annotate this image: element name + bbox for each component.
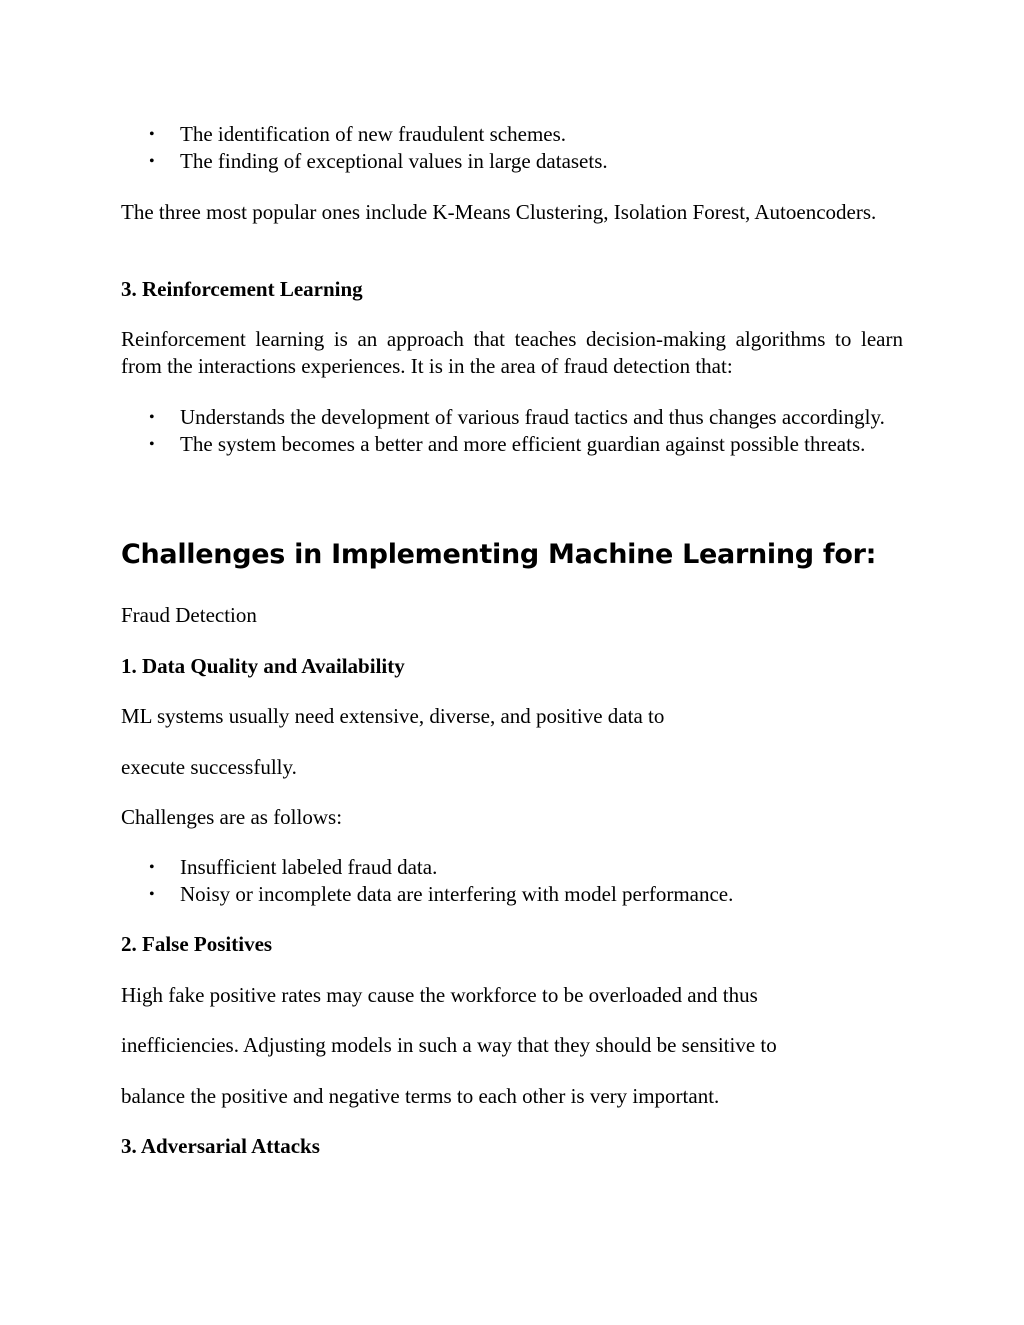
- false-positives-heading: 2. False Positives: [121, 932, 273, 956]
- challenges-intro: Challenges are as follows:: [121, 805, 343, 829]
- bullet-icon: •: [149, 436, 155, 453]
- bullet-icon: •: [149, 409, 155, 426]
- list-item: • The finding of exceptional values in large datasets.: [149, 149, 608, 173]
- data-quality-line-1: ML systems usually need extensive, diverse, and positive data to: [121, 704, 665, 728]
- bullet-icon: •: [149, 153, 155, 170]
- list-item: • Understands the development of various fraud tactics and thus changes accordingly.: [149, 405, 885, 429]
- reinforcement-learning-paragraph: Reinforcement learning is an approach that teaches decision-making algorithms to learn from the interactions experiences. It is in the area of fraud detection that:: [121, 327, 903, 378]
- bullet-icon: •: [149, 126, 155, 143]
- challenges-heading: Challenges in Implementing Machine Learning for:: [121, 539, 877, 570]
- list-item: • Insufficient labeled fraud data.: [149, 855, 438, 879]
- popular-methods-paragraph: The three most popular ones include K-Means Clustering, Isolation Forest, Autoencoders.: [121, 200, 877, 224]
- data-quality-heading: 1. Data Quality and Availability: [121, 654, 405, 678]
- challenges-subtitle: Fraud Detection: [121, 603, 257, 627]
- list-item: • The identification of new fraudulent schemes.: [149, 122, 567, 146]
- bullet-icon: •: [149, 859, 155, 876]
- bullet-icon: •: [149, 886, 155, 903]
- fraud-uses-list: [121, 121, 903, 175]
- reinforcement-learning-list: [121, 404, 903, 458]
- list-item: • The system becomes a better and more efficient guardian against possible threats.: [149, 432, 866, 456]
- false-positives-line-3: balance the positive and negative terms to each other is very important.: [121, 1084, 720, 1108]
- reinforcement-learning-heading: 3. Reinforcement Learning: [121, 277, 363, 301]
- data-quality-line-2: execute successfully.: [121, 755, 297, 779]
- list-item: • Noisy or incomplete data are interfering with model performance.: [149, 882, 734, 906]
- adversarial-attacks-heading: 3. Adversarial Attacks: [121, 1134, 320, 1158]
- false-positives-line-1: High fake positive rates may cause the workforce to be overloaded and thus: [121, 983, 758, 1007]
- false-positives-line-2: inefficiencies. Adjusting models in such a way that they should be sensitive to: [121, 1033, 777, 1057]
- data-quality-list: [121, 854, 903, 908]
